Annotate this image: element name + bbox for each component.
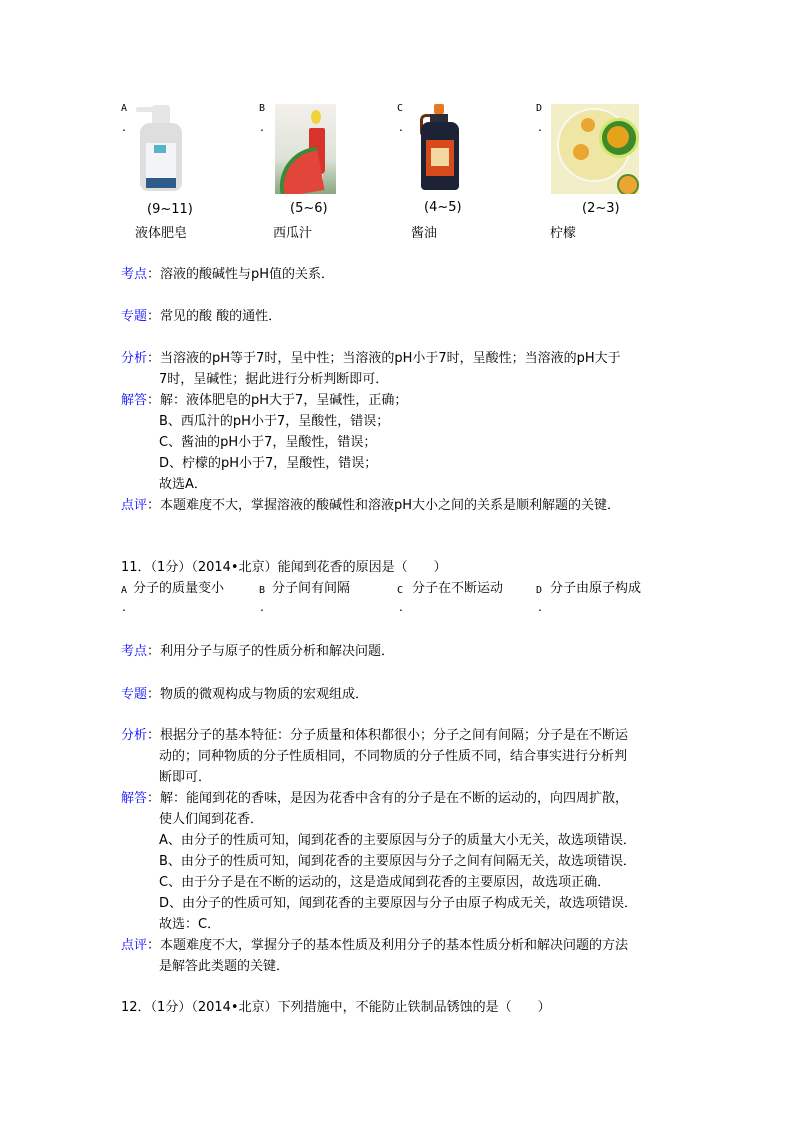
jieda-line: 解：能闻到花的香味，是因为花香中含有的分子是在不断的运动的，向四周扩散，: [160, 791, 629, 806]
colon: ：: [147, 728, 161, 743]
kaodian-text: 溶液的酸碱性与pH值的关系．: [160, 267, 335, 282]
dianping-row: [121, 495, 620, 516]
liquid-soap-image: [130, 103, 190, 193]
kaodian-text: 利用分子与原子的性质分析和解决问题．: [160, 644, 395, 659]
jieda-label: 解答: [121, 791, 148, 806]
kaodian-row: [121, 641, 394, 662]
jieda-line: B、西瓜汁的pH小于7，呈酸性，错误；: [159, 414, 390, 429]
zhuanti-text: 物质的微观构成与物质的宏观组成．: [160, 687, 369, 702]
option-letter: C: [397, 103, 404, 114]
jieda-line: 故选：C．: [159, 917, 221, 932]
dianping-line: 本题难度不大，掌握分子的基本性质及利用分子的基本性质分析和解决问题的方法: [160, 938, 629, 953]
jieda-label: 解答: [121, 393, 148, 408]
fenxi-line: 根据分子的基本特征：分子质量和体积都很小；分子之间有间隔；分子是在不断运: [160, 728, 629, 743]
kaodian-row: [121, 264, 334, 285]
colon: ：: [147, 309, 161, 324]
colon: ：: [147, 393, 161, 408]
colon: ：: [147, 267, 161, 282]
option-letter: D: [536, 585, 543, 596]
dianping-line: 是解答此类题的关键．: [159, 959, 290, 974]
option-text: 分子的质量变小: [133, 581, 225, 596]
jieda-line: 使人们闻到花香．: [159, 812, 264, 827]
option-letter: C: [397, 585, 404, 596]
option-dot: .: [260, 600, 264, 614]
option-letter: A: [121, 103, 128, 114]
fenxi-line: 动的；同种物质的分子性质相同，不同物质的分子性质不同，结合事实进行分析判: [159, 749, 628, 764]
option-name: 柠檬: [550, 226, 577, 241]
fenxi-row: [121, 348, 621, 369]
option-letter: B: [259, 585, 266, 596]
option-dot: .: [122, 120, 126, 134]
option-dot: .: [260, 120, 264, 134]
option-dot: .: [399, 120, 403, 134]
dianping-text: 本题难度不大，掌握溶液的酸碱性和溶液pH大小之间的关系是顺利解题的关键．: [160, 498, 621, 513]
option-dot: .: [538, 120, 542, 134]
option-name: 酱油: [411, 226, 438, 241]
option-letter: D: [536, 103, 543, 114]
zhuanti-row: [121, 684, 368, 705]
watermelon-juice-image: [275, 104, 336, 194]
zhuanti-label: 专题: [121, 309, 148, 324]
question-12-stem: 12．（1分）（2014•北京）下列措施中，不能防止铁制品锈蚀的是（ ）: [121, 1000, 551, 1015]
jieda-line: D、由分子的性质可知，闻到花香的主要原因与分子由原子构成无关，故选项错误．: [159, 896, 638, 911]
jieda-line: C、由于分子是在不断的运动的，这是造成闻到花香的主要原因，故选项正确．: [159, 875, 611, 890]
fenxi-line: 当溶液的pH等于7时，呈中性；当溶液的pH小于7时，呈酸性；当溶液的pH大于: [160, 351, 621, 366]
option-text: 分子在不断运动: [412, 581, 504, 596]
jieda-line: B、由分子的性质可知，闻到花香的主要原因与分子之间有间隔无关，故选项错误．: [159, 854, 636, 869]
jieda-line: C、酱油的pH小于7，呈酸性，错误；: [159, 435, 377, 450]
jieda-line: D、柠檬的pH小于7，呈酸性，错误；: [159, 456, 378, 471]
option-letter: A: [121, 585, 128, 596]
dianping-label: 点评: [121, 938, 148, 953]
option-text: 分子间有间隔: [272, 581, 351, 596]
fenxi-line: 断即可．: [159, 770, 212, 785]
dianping-label: 点评: [121, 498, 148, 513]
jieda-line: A、由分子的性质可知，闻到花香的主要原因与分子的质量大小无关，故选项错误．: [159, 833, 636, 848]
ph-range: (5~6): [290, 201, 328, 216]
jieda-row: [121, 788, 628, 809]
jieda-line: 解：液体肥皂的pH大于7，呈碱性，正确；: [160, 393, 408, 408]
colon: ：: [147, 644, 161, 659]
lemon-drink-image: [551, 104, 639, 194]
option-dot: .: [538, 600, 542, 614]
colon: ：: [147, 791, 161, 806]
kaodian-label: 考点: [121, 267, 148, 282]
zhuanti-row: [121, 306, 281, 327]
option-dot: .: [122, 600, 126, 614]
fenxi-label: 分析: [121, 351, 148, 366]
jieda-row: [121, 390, 407, 411]
soy-sauce-image: [418, 104, 462, 192]
kaodian-label: 考点: [121, 644, 148, 659]
zhuanti-text: 常见的酸 酸的通性．: [160, 309, 282, 324]
option-name: 西瓜汁: [273, 226, 313, 241]
jieda-line: 故选A．: [159, 477, 207, 492]
option-name: 液体肥皂: [135, 226, 188, 241]
colon: ：: [147, 351, 161, 366]
option-letter: B: [259, 103, 266, 114]
option-text: 分子由原子构成: [550, 581, 642, 596]
ph-range: (4~5): [424, 200, 462, 215]
colon: ：: [147, 687, 161, 702]
question-stem: 11．（1分）（2014•北京）能闻到花香的原因是（ ）: [121, 560, 447, 575]
zhuanti-label: 专题: [121, 687, 148, 702]
fenxi-label: 分析: [121, 728, 148, 743]
ph-range: (9~11): [147, 202, 193, 217]
dianping-row: [121, 935, 628, 956]
colon: ：: [147, 938, 161, 953]
ph-range: (2~3): [582, 201, 620, 216]
option-dot: .: [399, 600, 403, 614]
colon: ：: [147, 498, 161, 513]
fenxi-line: 7时，呈碱性；据此进行分析判断即可．: [159, 372, 389, 387]
fenxi-row: [121, 725, 628, 746]
